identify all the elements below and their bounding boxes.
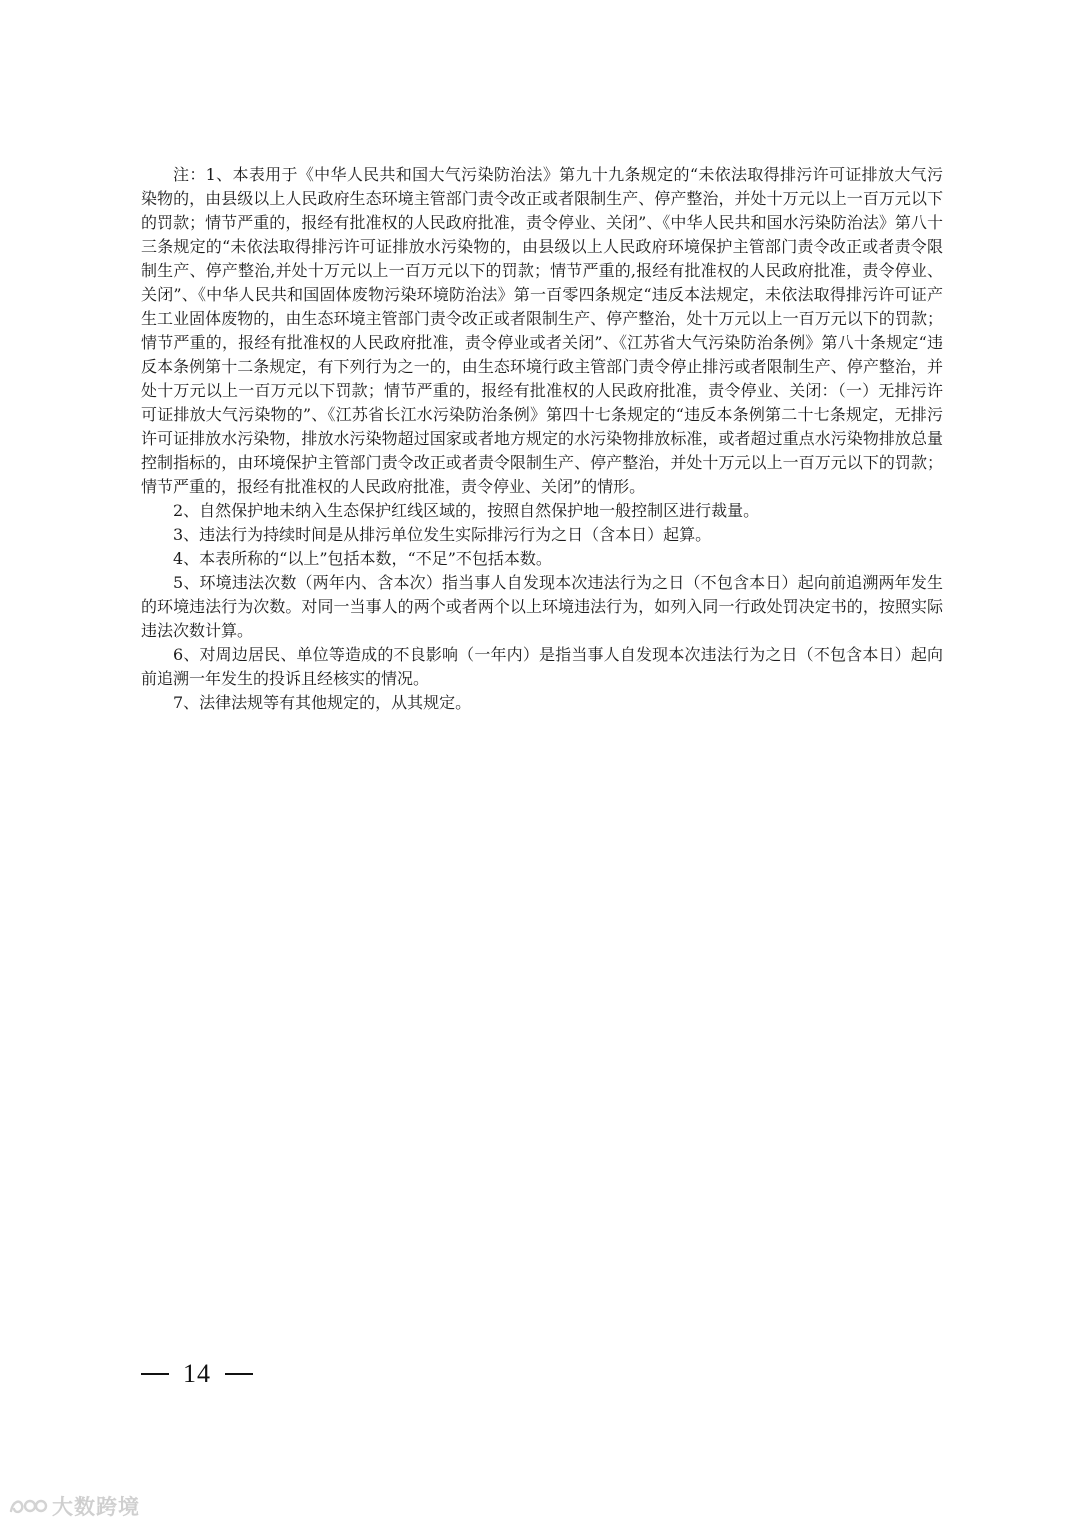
brand-logo-icon [8,1493,48,1519]
page-number-footer [141,1357,253,1391]
note-item-6: 6、对周边居民、单位等造成的不良影响（一年内）是指当事人自发现本次违法行为之日（不包含本日）起向前追溯一年发生的投诉且经核实的情况。 [141,645,943,688]
notes-section [141,163,943,715]
right-dash [225,1373,253,1375]
left-dash [141,1373,169,1375]
note-item-3: 3、违法行为持续时间是从排污单位发生实际排污行为之日（含本日）起算。 [173,525,712,544]
watermark-text: 大数跨境 [52,1495,140,1519]
note-item-7: 7、法律法规等有其他规定的，从其规定。 [173,693,472,712]
watermark [8,1491,140,1521]
note-item-1: 注：1、本表用于《中华人民共和国大气污染防治法》第九十九条规定的“未依法取得排污许可证排放大气污染物的，由县级以上人民政府生态环境主管部门责令改正或者限制生产、停产整治，并处十万元以上一百万元以下的罚款；情节严重的，报经有批准权的人民政府批准，责令停业、关闭”、《中华人民共和国水污染防治法》第八十三条规定的“未依法取得排污许可证排放水污染物的，由县级以上人民政府环境保护主管部门责令改正或者责令限制生产、停产整治,并处十万元以上一百万元以下的罚款；情节严重的,报经有批准权的人民政府批准，责令停业、关闭”、《中华人民共和国固体废物污染环境防治法》第一百零四条规定“违反本法规定，未依法取得排污许可证产生工业固体废物的，由生态环境主管部门责令改正或者限制生产、停产整治，处十万元以上一百万元以下的罚款；情节严重的，报经有批准权的人民政府批准，责令停业或者关闭”、《江苏省大气污染防治条例》第八十条规定“违反本条例第十二条规定，有下列行为之一的，由生态环境行政主管部门责令停止排污或者限制生产、停产整治，并处十万元以上一百万元以下罚款；情节严重的，报经有批准权的人民政府批准，责令停业、关闭：（一）无排污许可证排放大气污染物的”、《江苏省长江水污染防治条例》第四十七条规定的“违反本条例第二十七条规定，无排污许可证排放水污染物，排放水污染物超过国家或者地方规定的水污染物排放标准，或者超过重点水污染物排放总量控制指标的，由环境保护主管部门责令改正或者责令限制生产、停产整治，并处十万元以上一百万元以下的罚款；情节严重的，报经有批准权的人民政府批准，责令停业、关闭”的情形。 [141,165,943,496]
note-item-5: 5、环境违法次数（两年内、含本次）指当事人自发现本次违法行为之日（不包含本日）起向前追溯两年发生的环境违法行为次数。对同一当事人的两个或者两个以上环境违法行为，如列入同一行政处罚决定书的，按照实际违法次数计算。 [141,573,943,640]
note-item-4: 4、本表所称的“以上”包括本数，“不足”不包括本数。 [173,549,552,568]
page-number: 14 [183,1359,211,1388]
note-item-2: 2、自然保护地未纳入生态保护红线区域的，按照自然保护地一般控制区进行裁量。 [173,501,760,520]
